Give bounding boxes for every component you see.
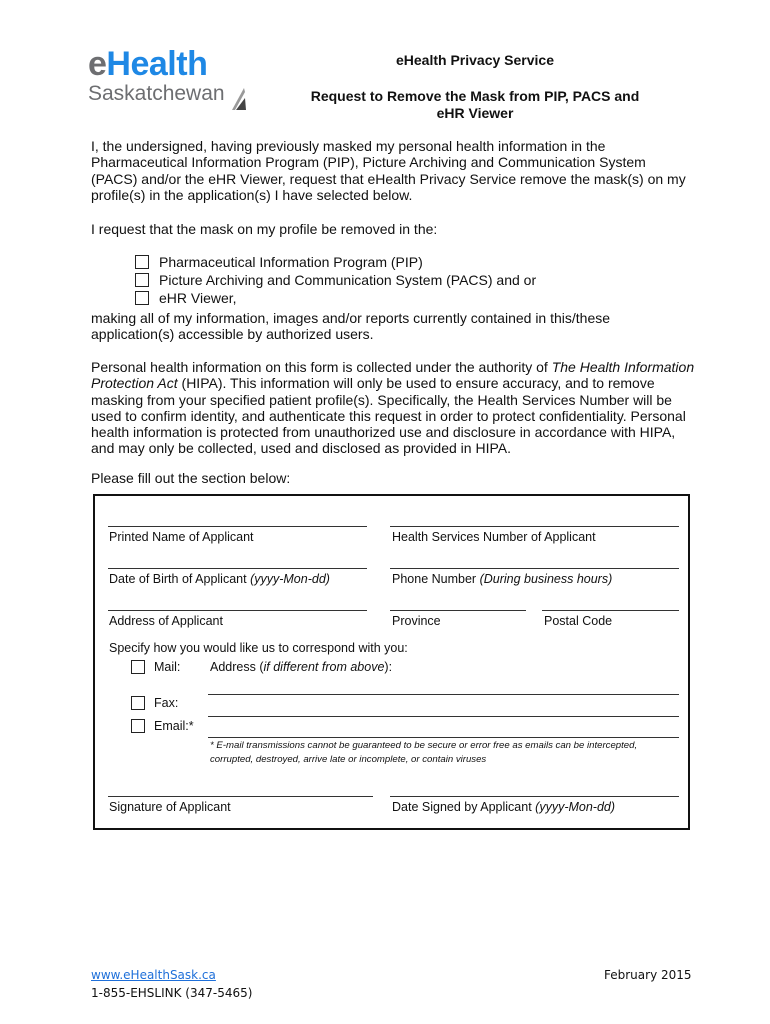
footer-date: February 2015 bbox=[604, 968, 692, 982]
checkbox-fax[interactable] bbox=[131, 696, 145, 710]
option-pacs: Picture Archiving and Communication System (PACS) and or bbox=[159, 272, 537, 288]
checkbox-email[interactable] bbox=[131, 719, 145, 733]
phone-field[interactable] bbox=[390, 568, 679, 569]
title-line2: eHR Viewer bbox=[436, 105, 514, 121]
email-label: Email:* bbox=[154, 719, 194, 733]
correspond-label: Specify how you would like us to correspond with you: bbox=[109, 641, 408, 655]
dob-label: Date of Birth of Applicant (yyyy-Mon-dd) bbox=[109, 572, 330, 586]
email-field[interactable] bbox=[208, 737, 679, 738]
fax-label: Fax: bbox=[154, 696, 179, 710]
checkbox-mail[interactable] bbox=[131, 660, 145, 674]
date-signed-label: Date Signed by Applicant (yyyy-Mon-dd) bbox=[392, 800, 616, 814]
mail-label: Mail: bbox=[154, 660, 181, 674]
phone-label: Phone Number (During business hours) bbox=[392, 572, 613, 586]
email-disclaimer: * E-mail transmissions cannot be guaranteed to be secure or error free as emails can be intercepted, corrupted, destroyed, arrive late or incomplete, or contain viruses bbox=[210, 740, 638, 765]
logo-region: Saskatchewan bbox=[88, 82, 225, 105]
option-ehr: eHR Viewer, bbox=[159, 290, 237, 306]
hsn-field[interactable] bbox=[390, 526, 679, 527]
postal-field[interactable] bbox=[542, 610, 679, 611]
address-label: Address of Applicant bbox=[109, 614, 223, 628]
checkbox-pacs[interactable] bbox=[135, 273, 149, 287]
service-name: eHealth Privacy Service bbox=[396, 52, 554, 68]
checkbox-ehr[interactable] bbox=[135, 291, 149, 305]
name-label: Printed Name of Applicant bbox=[109, 530, 254, 544]
checkbox-pip[interactable] bbox=[135, 255, 149, 269]
province-field[interactable] bbox=[390, 610, 526, 611]
website-link[interactable]: www.eHealthSask.ca bbox=[91, 968, 216, 982]
making-paragraph: making all of my information, images and/or reports currently contained in this/these application(s) accessible by authorized users. bbox=[91, 310, 611, 343]
fill-prompt: Please fill out the section below: bbox=[91, 470, 291, 486]
postal-label: Postal Code bbox=[544, 614, 613, 628]
option-pip: Pharmaceutical Information Program (PIP) bbox=[159, 254, 423, 270]
intro-paragraph: I, the undersigned, having previously masked my personal health information in the Pharmaceutical Information Program (PIP), Picture Archiving and Communication System (PACS) and/or the eHR Viewer, request that eHealth Privacy Service remove the mask(s) on my profile(s) in the application(s) I have selected below. bbox=[91, 138, 686, 203]
title-line1: Request to Remove the Mask from PIP, PACS and bbox=[310, 88, 640, 104]
signature-field[interactable] bbox=[108, 796, 373, 797]
fax-field[interactable] bbox=[208, 716, 679, 717]
hsn-label: Health Services Number of Applicant bbox=[392, 530, 596, 544]
mail-address-field[interactable] bbox=[208, 694, 679, 695]
mail-address-label: Address (if different from above): bbox=[210, 660, 393, 674]
signature-label: Signature of Applicant bbox=[109, 800, 231, 814]
footer-phone: 1-855-EHSLINK (347-5465) bbox=[91, 986, 253, 1000]
wheat-icon bbox=[230, 84, 246, 110]
address-field[interactable] bbox=[108, 610, 367, 611]
ehealth-logo: eHealth Saskatchewan bbox=[88, 46, 225, 106]
name-field[interactable] bbox=[108, 526, 367, 527]
logo-brand: Health bbox=[106, 45, 208, 83]
dob-field[interactable] bbox=[108, 568, 367, 569]
date-signed-field[interactable] bbox=[390, 796, 679, 797]
province-label: Province bbox=[392, 614, 441, 628]
request-lead: I request that the mask on my profile be removed in the: bbox=[91, 221, 438, 237]
privacy-paragraph: Personal health information on this form is collected under the authority of The Health Information Protection Act (HIPA). This information will only be used to ensure accuracy, and to remove masking from your specified patient profile(s). Specifically, the Health Services Number will be used to confirm identity, and authenticate this request in order to protect confidentiality. Personal health information is protected from unauthorized use and disclosure in accordance with HIPA, and may only be collected, used and disclosed as provided in HIPA. bbox=[91, 359, 695, 457]
